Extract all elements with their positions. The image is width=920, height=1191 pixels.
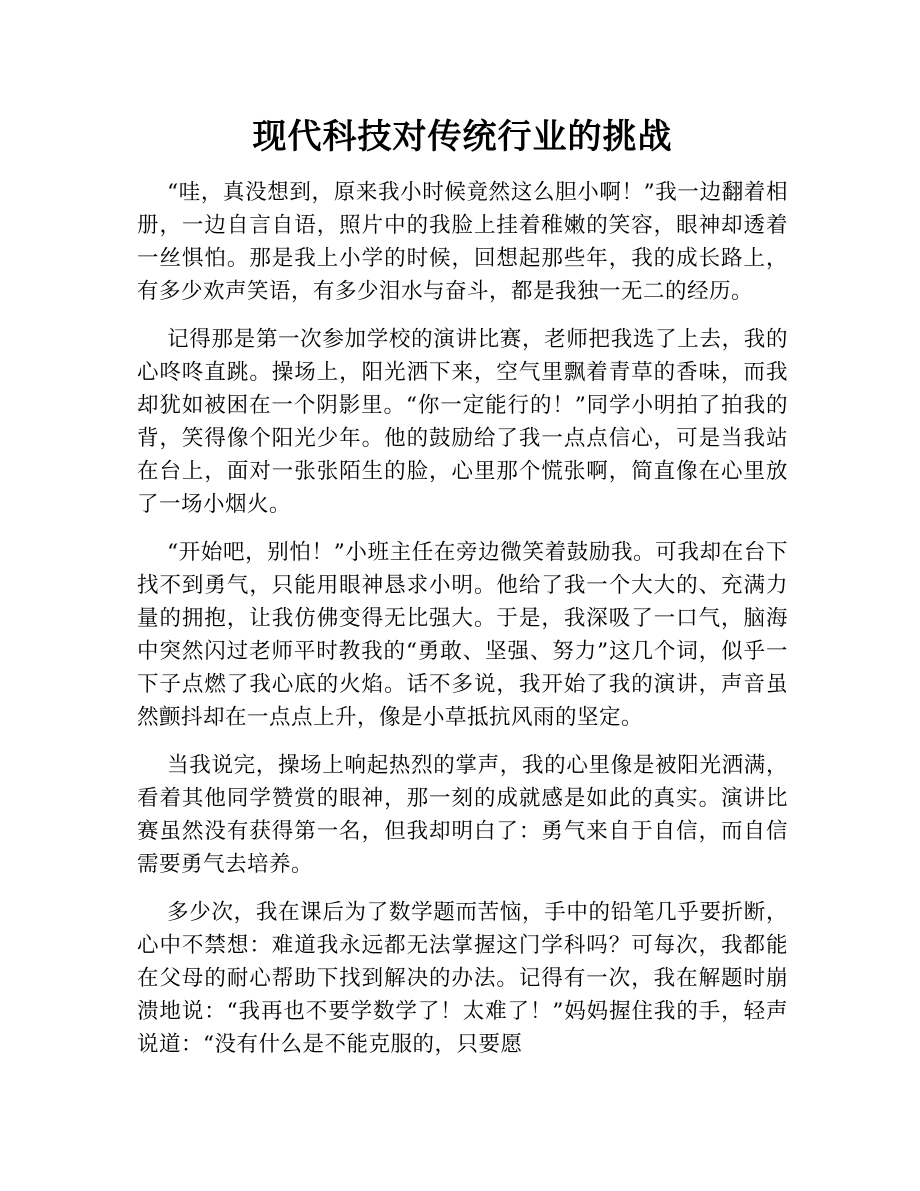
document-title: 现代科技对传统行业的挑战 — [252, 117, 673, 157]
paragraph: 记得那是第一次参加学校的演讲比赛，老师把我选了上去，我的心咚咚直跳。操场上，阳光洒下来，空气里飘着青草的香味，而我却犹如被困在一个阴影里。“你一定能行的！”同学小明拍了拍我的背，笑得像个阳光少年。他的鼓励给了我一点点信心，可是当我站在台上，面对一张张陌生的脸，心里那个慌张啊，简直像在心里放了一场小烟火。 — [137, 327, 788, 517]
document-body — [137, 176, 788, 1061]
paragraph: 当我说完，操场上响起热烈的掌声，我的心里像是被阳光洒满，看着其他同学赞赏的眼神，那一刻的成就感是如此的真实。演讲比赛虽然没有获得第一名，但我却明白了：勇气来自于自信，而自信需要勇气去培养。 — [137, 753, 788, 877]
paragraph: “哇，真没想到，原来我小时候竟然这么胆小啊！”我一边翻着相册，一边自言自语，照片中的我脸上挂着稚嫩的笑容，眼神却透着一丝惧怕。那是我上小学的时候，回想起那些年，我的成长路上，有多少欢声笑语，有多少泪水与奋斗，都是我独一无二的经历。 — [137, 180, 788, 304]
paragraph: 多少次，我在课后为了数学题而苦恼，手中的铅笔几乎要折断，心中不禁想：难道我永远都无法掌握这门学科吗？可每次，我都能在父母的耐心帮助下找到解决的办法。记得有一次，我在解题时崩溃地说：“我再也不要学数学了！太难了！”妈妈握住我的手，轻声说道：“没有什么是不能克服的，只要愿 — [137, 900, 788, 1057]
paragraph: “开始吧，别怕！”小班主任在旁边微笑着鼓励我。可我却在台下找不到勇气，只能用眼神恳求小明。他给了我一个大大的、充满力量的拥抱，让我仿佛变得无比强大。于是，我深吸了一口气，脑海中突然闪过老师平时教我的“勇敢、坚强、努力”这几个词，似乎一下子点燃了我心底的火焰。话不多说，我开始了我的演讲，声音虽然颤抖却在一点点上升，像是小草抵抗风雨的坚定。 — [137, 540, 788, 730]
